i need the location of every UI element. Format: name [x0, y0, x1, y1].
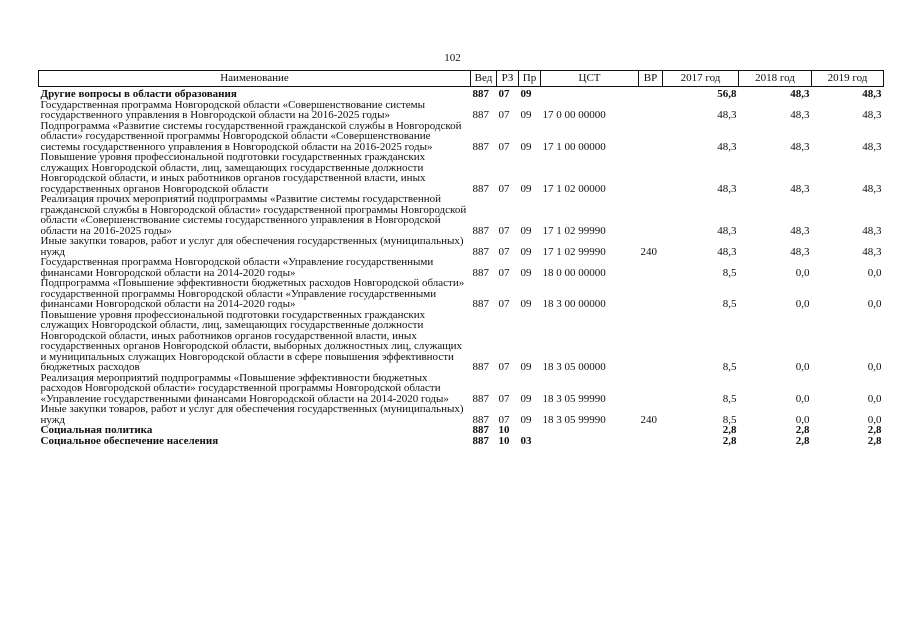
- row-ved: 887: [472, 434, 489, 447]
- row-rz: 07: [498, 266, 510, 279]
- row-rz: 07: [498, 298, 510, 310]
- row-rz: 07: [498, 109, 510, 121]
- row-name: Государственная программа Новгородской области «Совершенствование системы государственного управления в Новгородской области на 2016-2025 годы»: [40, 98, 426, 121]
- row-name: Государственная программа Новгородской области «Управление государственными финансами Новгородской области на 2014-2020 годы»: [40, 256, 434, 279]
- row-rz: 07: [498, 182, 510, 195]
- row-2019: 48,3: [862, 245, 882, 258]
- row-rz: 07: [498, 88, 510, 100]
- table-row: [39, 87, 884, 100]
- row-name: Подпрограмма «Повышение эффективности бюджетных расходов Новгородской области» государственной программы Новгородской области «Управление государственными финансами Новгородской области на 2014-2020 годы»: [40, 277, 465, 310]
- row-cst: [541, 425, 639, 436]
- row-2019: 2,8: [867, 434, 882, 447]
- row-ved: 887: [472, 140, 489, 153]
- row-pr: 09: [520, 224, 532, 237]
- row-vr: [639, 87, 663, 100]
- row-2019: 48,3: [862, 224, 882, 237]
- row-pr: 09: [520, 266, 532, 279]
- header-rz: РЗ: [497, 71, 519, 87]
- header-name: Наименование: [39, 71, 471, 87]
- row-name: Иные закупки товаров, работ и услуг для обеспечения государственных (муниципальных) нужд: [40, 403, 464, 426]
- row-vr: 240: [640, 413, 657, 426]
- row-2019: 2,8: [867, 424, 882, 436]
- row-vr: [639, 278, 663, 310]
- header-row: [39, 71, 884, 87]
- row-rz: 07: [498, 413, 510, 426]
- row-name: Повышение уровня профессиональной подготовки государственных гражданских служащих Новгородской области, лиц, замещающих государственные должности Новгородской области, иных работников органов государственной власти, иных государственных органов Новгородской области, выборных должностных лиц, служащих и муниципальных служащих Новгородской области в сфере повышения эффективности бюджетных расходов: [40, 308, 463, 373]
- row-ved: 887: [472, 298, 489, 310]
- row-2018: 0,0: [795, 413, 810, 426]
- row-vr: [639, 373, 663, 405]
- row-2019: 0,0: [867, 298, 882, 310]
- page-number: 102: [444, 52, 461, 64]
- row-2017: 2,8: [722, 434, 737, 447]
- row-2019: 48,3: [862, 182, 882, 195]
- header-ved: Вед: [471, 71, 497, 87]
- row-cst: 18 3 00 00000: [542, 298, 606, 310]
- row-cst: 17 1 02 99990: [542, 224, 606, 237]
- table-row: [39, 373, 884, 405]
- row-pr: 09: [520, 182, 532, 195]
- row-vr: [639, 152, 663, 194]
- table-row: [39, 257, 884, 278]
- row-pr: 09: [520, 245, 532, 258]
- row-pr: 09: [520, 109, 532, 121]
- row-rz: 07: [498, 140, 510, 153]
- row-2018: 0,0: [795, 266, 810, 279]
- row-2017: 48,3: [717, 224, 737, 237]
- row-2017: 8,5: [722, 298, 737, 310]
- row-rz: 10: [498, 424, 510, 436]
- row-vr: [639, 425, 663, 436]
- row-vr: 240: [640, 245, 657, 258]
- row-name: Другие вопросы в области образования: [40, 88, 237, 100]
- row-vr: [639, 121, 663, 153]
- row-cst: 17 0 00 00000: [542, 109, 606, 121]
- row-ved: 887: [472, 245, 489, 258]
- row-name: Социальное обеспечение населения: [40, 434, 219, 447]
- row-name: Реализация прочих мероприятий подпрограммы «Развитие системы государственной гражданской службы в Новгородской области» государственной программы Новгородской области «Совершенствование системы государственного управления в Новгородской области на 2016-2025 годы»: [40, 193, 467, 237]
- row-2017: 8,5: [722, 392, 737, 405]
- row-vr: [639, 310, 663, 373]
- row-ved: 887: [472, 182, 489, 195]
- row-2019: 48,3: [862, 109, 882, 121]
- row-pr: 09: [520, 392, 532, 405]
- row-ved: 887: [472, 413, 489, 426]
- row-2018: 0,0: [795, 392, 810, 405]
- row-ved: 887: [472, 109, 489, 121]
- header-pr: Пр: [519, 71, 541, 87]
- row-cst: [541, 436, 639, 447]
- row-2019: 48,3: [862, 88, 882, 100]
- row-cst: 17 1 00 00000: [542, 140, 606, 153]
- row-vr: [639, 257, 663, 278]
- row-2018: 2,8: [795, 434, 810, 447]
- row-2018: 48,3: [790, 88, 810, 100]
- row-2017: 2,8: [722, 424, 737, 436]
- table-row: [39, 404, 884, 425]
- row-2017: 8,5: [722, 413, 737, 426]
- row-ved: 887: [472, 88, 489, 100]
- row-rz: 07: [498, 224, 510, 237]
- row-2019: 0,0: [867, 413, 882, 426]
- row-rz: 07: [498, 392, 510, 405]
- row-rz: 10: [498, 434, 510, 447]
- row-name: Реализация мероприятий подпрограммы «Повышение эффективности бюджетных расходов Новгородской области» государственной программы Новгородской области «Управление государственными финансами Новгородской области на 2014-2020 годы»: [40, 371, 449, 405]
- row-cst: 18 3 05 00000: [542, 361, 606, 373]
- row-ved: 887: [472, 424, 489, 436]
- row-vr: [639, 436, 663, 447]
- row-pr: 09: [520, 140, 532, 153]
- row-2019: 0,0: [867, 361, 882, 373]
- row-pr: 09: [520, 88, 532, 100]
- header-2017: 2017 год: [663, 71, 739, 87]
- row-vr: [639, 194, 663, 236]
- row-name: Подпрограмма «Развитие системы государственной гражданской службы в Новгородской области» государственной программы Новгородской области «Совершенствование системы государственного управления в Новгородской области на 2016-2025 годы»: [40, 119, 462, 153]
- header-cst: ЦСТ: [541, 71, 639, 87]
- row-2017: 56,8: [717, 88, 737, 100]
- row-2017: 48,3: [717, 182, 737, 195]
- row-2019: 0,0: [867, 392, 882, 405]
- table-row: [39, 425, 884, 436]
- row-2018: 2,8: [795, 424, 810, 436]
- budget-table: [38, 70, 884, 446]
- row-2017: 48,3: [717, 109, 737, 121]
- row-pr: 09: [520, 361, 532, 373]
- row-2019: 48,3: [862, 140, 882, 153]
- header-vr: ВР: [639, 71, 663, 87]
- row-2018: 48,3: [790, 245, 810, 258]
- row-pr: 03: [520, 434, 532, 447]
- row-pr: 09: [520, 413, 532, 426]
- row-ved: 887: [472, 392, 489, 405]
- row-cst: 18 3 05 99990: [542, 413, 606, 426]
- row-rz: 07: [498, 361, 510, 373]
- row-name: Иные закупки товаров, работ и услуг для обеспечения государственных (муниципальных) нужд: [40, 235, 464, 258]
- row-ved: 887: [472, 224, 489, 237]
- row-2017: 48,3: [717, 140, 737, 153]
- row-cst: 17 1 02 00000: [542, 182, 606, 195]
- row-cst: 18 3 05 99990: [542, 392, 606, 405]
- row-2018: 48,3: [790, 182, 810, 195]
- row-2018: 48,3: [790, 140, 810, 153]
- row-name: Социальная политика: [40, 424, 153, 436]
- row-2018: 0,0: [795, 361, 810, 373]
- row-cst: 18 0 00 00000: [542, 266, 606, 279]
- row-rz: 07: [498, 245, 510, 258]
- row-2018: 48,3: [790, 109, 810, 121]
- row-2017: 48,3: [717, 245, 737, 258]
- header-2018: 2018 год: [739, 71, 812, 87]
- row-ved: 887: [472, 361, 489, 373]
- row-2018: 48,3: [790, 224, 810, 237]
- table-row: [39, 310, 884, 373]
- row-2019: 0,0: [867, 266, 882, 279]
- row-2017: 8,5: [722, 266, 737, 279]
- row-cst: 17 1 02 99990: [542, 245, 606, 258]
- row-cst: [541, 87, 639, 100]
- table-row: [39, 278, 884, 310]
- header-2019: 2019 год: [812, 71, 884, 87]
- row-2017: 8,5: [722, 361, 737, 373]
- table-row: [39, 152, 884, 194]
- row-vr: [639, 100, 663, 121]
- table-row: [39, 100, 884, 121]
- table-row: [39, 236, 884, 257]
- row-pr: [519, 425, 541, 436]
- row-ved: 887: [472, 266, 489, 279]
- row-2018: 0,0: [795, 298, 810, 310]
- table-row: [39, 121, 884, 153]
- table-row: [39, 194, 884, 236]
- row-name: Повышение уровня профессиональной подготовки государственных гражданских служащих Новгородской области, лиц, замещающих государственные должности Новгородской области, и иных работников органов государственной власти, иных государственных органов Новгородской области: [40, 151, 426, 195]
- row-pr: 09: [520, 298, 532, 310]
- table-row: [39, 436, 884, 447]
